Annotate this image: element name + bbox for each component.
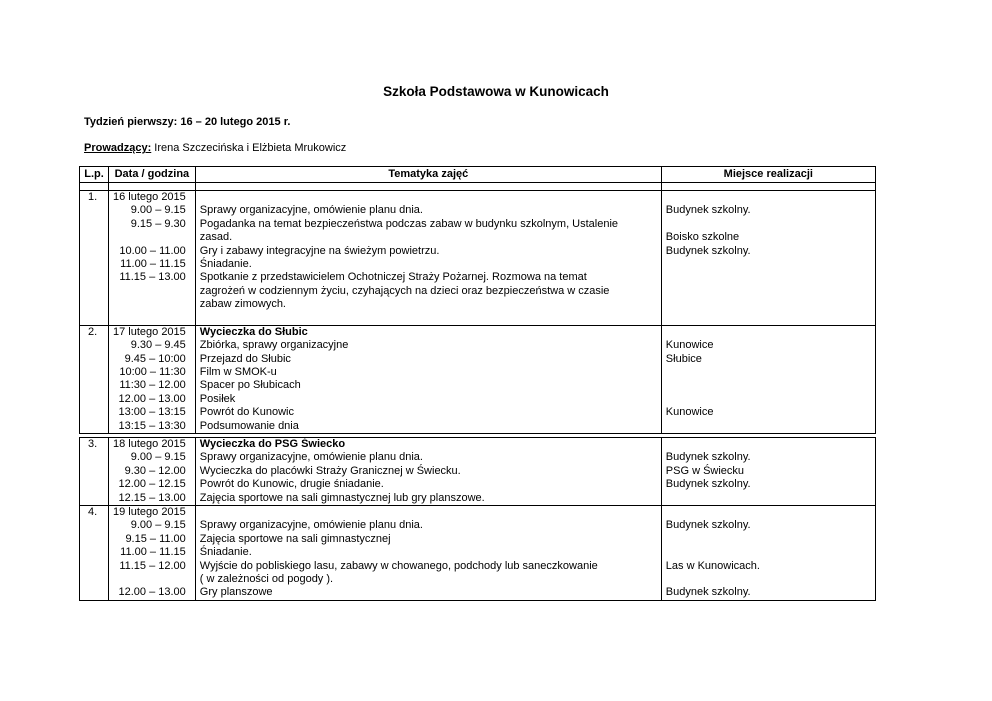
- topic-line: Zajęcia sportowe na sali gimnastycznej lub gry planszowe.: [199, 491, 485, 504]
- topic-line: Przejazd do Słubic: [199, 352, 291, 365]
- place-line: Budynek szkolny.: [665, 244, 751, 257]
- leaders-label: Prowadzący:: [84, 142, 152, 154]
- topic-line: Zbiórka, sprawy organizacyjne: [199, 339, 349, 352]
- place-line: [666, 393, 871, 406]
- date-line: 18 lutego 2015: [113, 438, 186, 450]
- topic-line: Film w SMOK-u: [199, 366, 277, 379]
- header-gap-row: [80, 183, 876, 191]
- date-line: 11.15 – 13.00: [119, 271, 186, 284]
- topic-line: Śniadanie.: [199, 546, 252, 559]
- date-line: 9.00 – 9.15: [130, 519, 186, 532]
- header-date: Data / godzina: [109, 167, 196, 183]
- topic-line: zagrożeń w codziennym życiu, czyhających na dzieci oraz bezpieczeństwa w czasie: [199, 284, 610, 297]
- date-line: [113, 285, 186, 298]
- header-topic: Tematyka zajęć: [195, 167, 661, 183]
- place-line: [666, 379, 871, 392]
- table-header-row: [80, 167, 876, 183]
- topic-line: Gry i zabawy integracyjne na świeżym powietrzu.: [199, 244, 440, 257]
- topic-line: Spacer po Słubicach: [199, 379, 301, 392]
- topic-line: Powrót do Kunowic, drugie śniadanie.: [199, 478, 384, 491]
- date-line: 12.00 – 13.00: [118, 392, 186, 405]
- topic-line: Wyjście do pobliskiego lasu, zabawy w chowanego, podchody lub saneczkowanie: [199, 559, 598, 572]
- place-line: [666, 218, 871, 231]
- date-line: 9.15 – 11.00: [125, 532, 186, 545]
- place-line: Budynek szkolny.: [665, 519, 751, 532]
- table-row: [80, 505, 876, 600]
- place-line: [666, 533, 871, 546]
- topic-line: zasad.: [199, 231, 233, 244]
- topic-line: Posiłek: [199, 392, 236, 405]
- topic-cell: [195, 505, 661, 600]
- date-line: 11.00 – 11.15: [120, 546, 186, 559]
- date-cell: [109, 191, 196, 326]
- date-line: 9.00 – 9.15: [130, 204, 186, 217]
- schedule-table: [79, 166, 876, 434]
- topic-line: Sprawy organizacyjne, omówienie planu dnia.: [199, 519, 423, 532]
- place-line: Budynek szkolny.: [665, 204, 751, 217]
- place-line: [666, 420, 871, 433]
- topic-line: [200, 506, 657, 519]
- date-line: 9.45 – 10:00: [124, 352, 186, 365]
- schedule-body-1: [80, 191, 876, 434]
- topic-cell: [195, 191, 661, 326]
- date-line: 9.00 – 9.15: [130, 451, 186, 464]
- topic-line: Gry planszowe: [199, 586, 273, 599]
- place-line: Słubice: [665, 352, 702, 365]
- week-heading: Tydzień pierwszy: 16 – 20 lutego 2015 r.: [84, 116, 291, 128]
- place-cell: [661, 438, 875, 506]
- place-line: [666, 366, 871, 379]
- header-lp: L.p.: [80, 167, 109, 183]
- place-line: [666, 492, 871, 505]
- topic-line: Wycieczka do placówki Straży Granicznej w Świecku.: [199, 464, 461, 477]
- place-line: Las w Kunowicach.: [665, 559, 760, 572]
- date-cell: [109, 438, 196, 506]
- topic-line: Spotkanie z przedstawicielem Ochotniczej Straży Pożarnej. Rozmowa na temat: [199, 271, 587, 284]
- date-cell: [109, 505, 196, 600]
- table-row: [80, 438, 876, 506]
- topic-line: Sprawy organizacyjne, omówienie planu dnia.: [199, 451, 423, 464]
- date-line: 16 lutego 2015: [113, 191, 186, 203]
- date-line: 9.30 – 12.00: [124, 464, 186, 477]
- schedule-table-continued: [79, 437, 876, 601]
- schedule-body-2: [80, 438, 876, 601]
- leaders-names: Irena Szczecińska i Elżbieta Mrukowicz: [151, 142, 347, 154]
- topic-line: Podsumowanie dnia: [199, 419, 299, 432]
- date-line: [113, 298, 186, 311]
- place-line: PSG w Świecku: [665, 464, 745, 477]
- date-line: 9.30 – 9.45: [130, 339, 186, 352]
- place-line: Budynek szkolny.: [665, 586, 751, 599]
- topic-cell: [195, 325, 661, 433]
- topic-line: Powrót do Kunowic: [199, 406, 294, 419]
- topic-line: Sprawy organizacyjne, omówienie planu dnia.: [199, 204, 423, 217]
- document-title: Szkoła Podstawowa w Kunowicach: [383, 84, 609, 99]
- date-line: 13:15 – 13:30: [118, 419, 186, 432]
- place-line: Budynek szkolny.: [665, 478, 751, 491]
- date-line: 11.15 – 12.00: [119, 559, 186, 572]
- date-line: 13:00 – 13:15: [118, 406, 186, 419]
- topic-line: Wycieczka do Słubic: [199, 325, 308, 338]
- topic-line: [200, 191, 657, 204]
- place-cell: [661, 325, 875, 433]
- date-line: [113, 231, 186, 244]
- date-line: [113, 312, 186, 325]
- place-line: [666, 191, 871, 204]
- place-line: [666, 573, 871, 586]
- date-line: 12.00 – 12.15: [118, 478, 186, 491]
- place-line: [666, 326, 871, 339]
- date-line: 11.00 – 11.15: [120, 257, 186, 270]
- date-line: 19 lutego 2015: [113, 505, 186, 518]
- date-line: 10:00 – 11:30: [119, 366, 186, 379]
- date-line: 9.15 – 9.30: [130, 217, 186, 230]
- place-cell: [661, 505, 875, 600]
- topic-cell: [195, 438, 661, 506]
- place-cell: [661, 191, 875, 326]
- date-cell: [109, 325, 196, 433]
- place-line: [666, 546, 871, 559]
- place-line: Budynek szkolny.: [665, 451, 751, 464]
- header-place: Miejsce realizacji: [661, 167, 875, 183]
- topic-line: Śniadanie.: [199, 257, 252, 270]
- date-line: 12.00 – 13.00: [118, 586, 186, 599]
- date-line: 10.00 – 11.00: [119, 244, 186, 257]
- date-line: 12.15 – 13.00: [118, 491, 186, 504]
- topic-line: Zajęcia sportowe na sali gimnastycznej: [199, 532, 391, 545]
- topic-line: ( w zależności od pogody ).: [199, 572, 334, 585]
- row-number: 1.: [80, 191, 109, 326]
- row-number: 3.: [80, 438, 109, 506]
- date-line: 17 lutego 2015: [113, 325, 186, 338]
- place-line: Boisko szkolne: [665, 231, 740, 244]
- place-line: Kunowice: [665, 406, 714, 419]
- date-line: [113, 573, 186, 586]
- table-row: [80, 191, 876, 326]
- date-line: 11:30 – 12.00: [119, 379, 186, 392]
- place-line: [666, 506, 871, 519]
- place-line: [666, 438, 871, 451]
- place-line: Kunowice: [665, 339, 714, 352]
- topic-line: zabaw zimowych.: [199, 298, 286, 311]
- topic-line: Wycieczka do PSG Świecko: [199, 438, 346, 450]
- row-number: 4.: [80, 505, 109, 600]
- row-number: 2.: [80, 325, 109, 433]
- leaders-line: [84, 142, 346, 154]
- table-row: [80, 325, 876, 433]
- topic-line: Pogadanka na temat bezpieczeństwa podczas zabaw w budynku szkolnym, Ustalenie: [199, 217, 619, 230]
